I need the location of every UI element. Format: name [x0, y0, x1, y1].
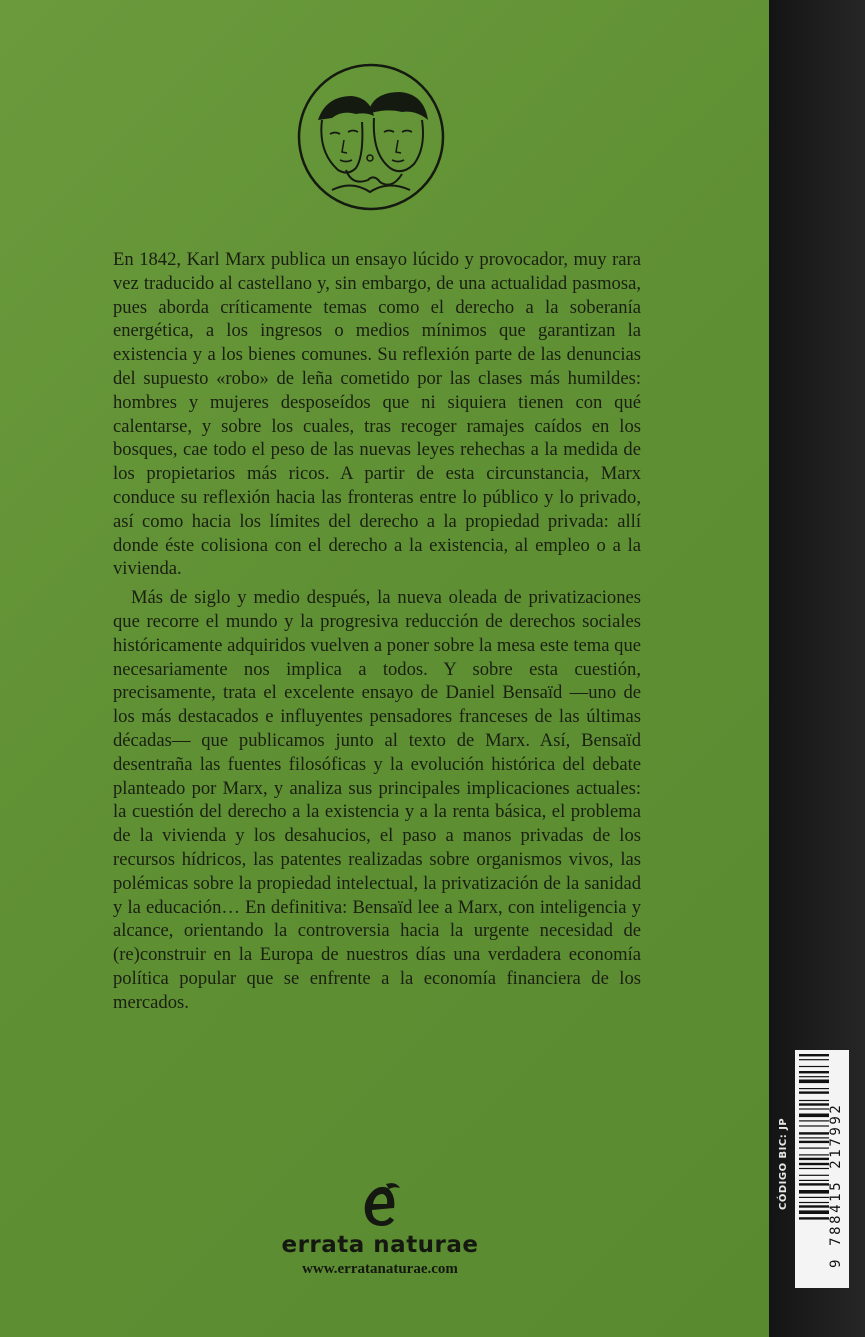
publisher-name: errata naturae: [281, 1232, 479, 1258]
two-faces-emblem-icon: [296, 62, 446, 212]
blurb-paragraph-1: En 1842, Karl Marx publica un ensayo lúcido y provocador, muy rara vez traducido al castellano y, sin embargo, de una actualidad pasmosa, pues aborda críticamente temas como el derecho a la soberanía energética, a los ingresos o medios mínimos que garantizan la existencia y a los bienes comunes. Su reflexión parte de las denuncias del supuesto «robo» de leña cometido por las clases más humildes: hombres y mujeres desposeídos que ni siquiera tienen con qué calentarse, y sobre los cuales, tras recoger ramajes caídos en los bosques, cae todo el peso de las nuevas leyes rehechas a la medida de los propietarios más ricos. A partir de esta circunstancia, Marx conduce su reflexión hacia las fronteras entre lo público y lo privado, así como hacia los límites del derecho a la propiedad privada: allí donde éste colisiona con el derecho a la existencia, al empleo o a la vivienda.: [113, 249, 641, 580]
publisher-logo: [260, 1182, 500, 1278]
blurb-text: [113, 248, 641, 1015]
bic-code-label: CÓDIGO BIC: JP: [778, 1117, 789, 1210]
errata-e-logo-icon: [358, 1182, 402, 1230]
publisher-url: www.erratanaturae.com: [302, 1261, 458, 1277]
isbn-number: 9 788415 217992: [828, 1102, 844, 1268]
blurb-paragraph-2: Más de siglo y medio después, la nueva oleada de privatizaciones que recorre el mundo y la progresiva reducción de derechos sociales históricamente adquiridos vuelven a poner sobre la mesa este tema que necesariamente nos implica a todos. Y sobre esta cuestión, precisamente, trata el excelente ensayo de Daniel Bensaïd —uno de los más destacados e influyentes pensadores franceses de las últimas décadas— que publicamos junto al texto de Marx. Así, Bensaïd desentraña las fuentes filosóficas y la evolución histórica del debate planteado por Marx, y analiza sus principales implicaciones actuales: la cuestión del derecho a la existencia y a la renta básica, el problema de la vivienda y los desahucios, el paso a manos privadas de los recursos hídricos, las patentes realizadas sobre organismos vivos, las polémicas sobre la propiedad intelectual, la privatización de la sanidad y la educación… En definitiva: Bensaïd lee a Marx, con inteligencia y alcance, orientando la controversia hacia la urgente necesidad de (re)construir en la Europa de nuestros días una verdadera economía política popular que se enfrente a la economía financiera de los mercados.: [113, 587, 641, 1013]
